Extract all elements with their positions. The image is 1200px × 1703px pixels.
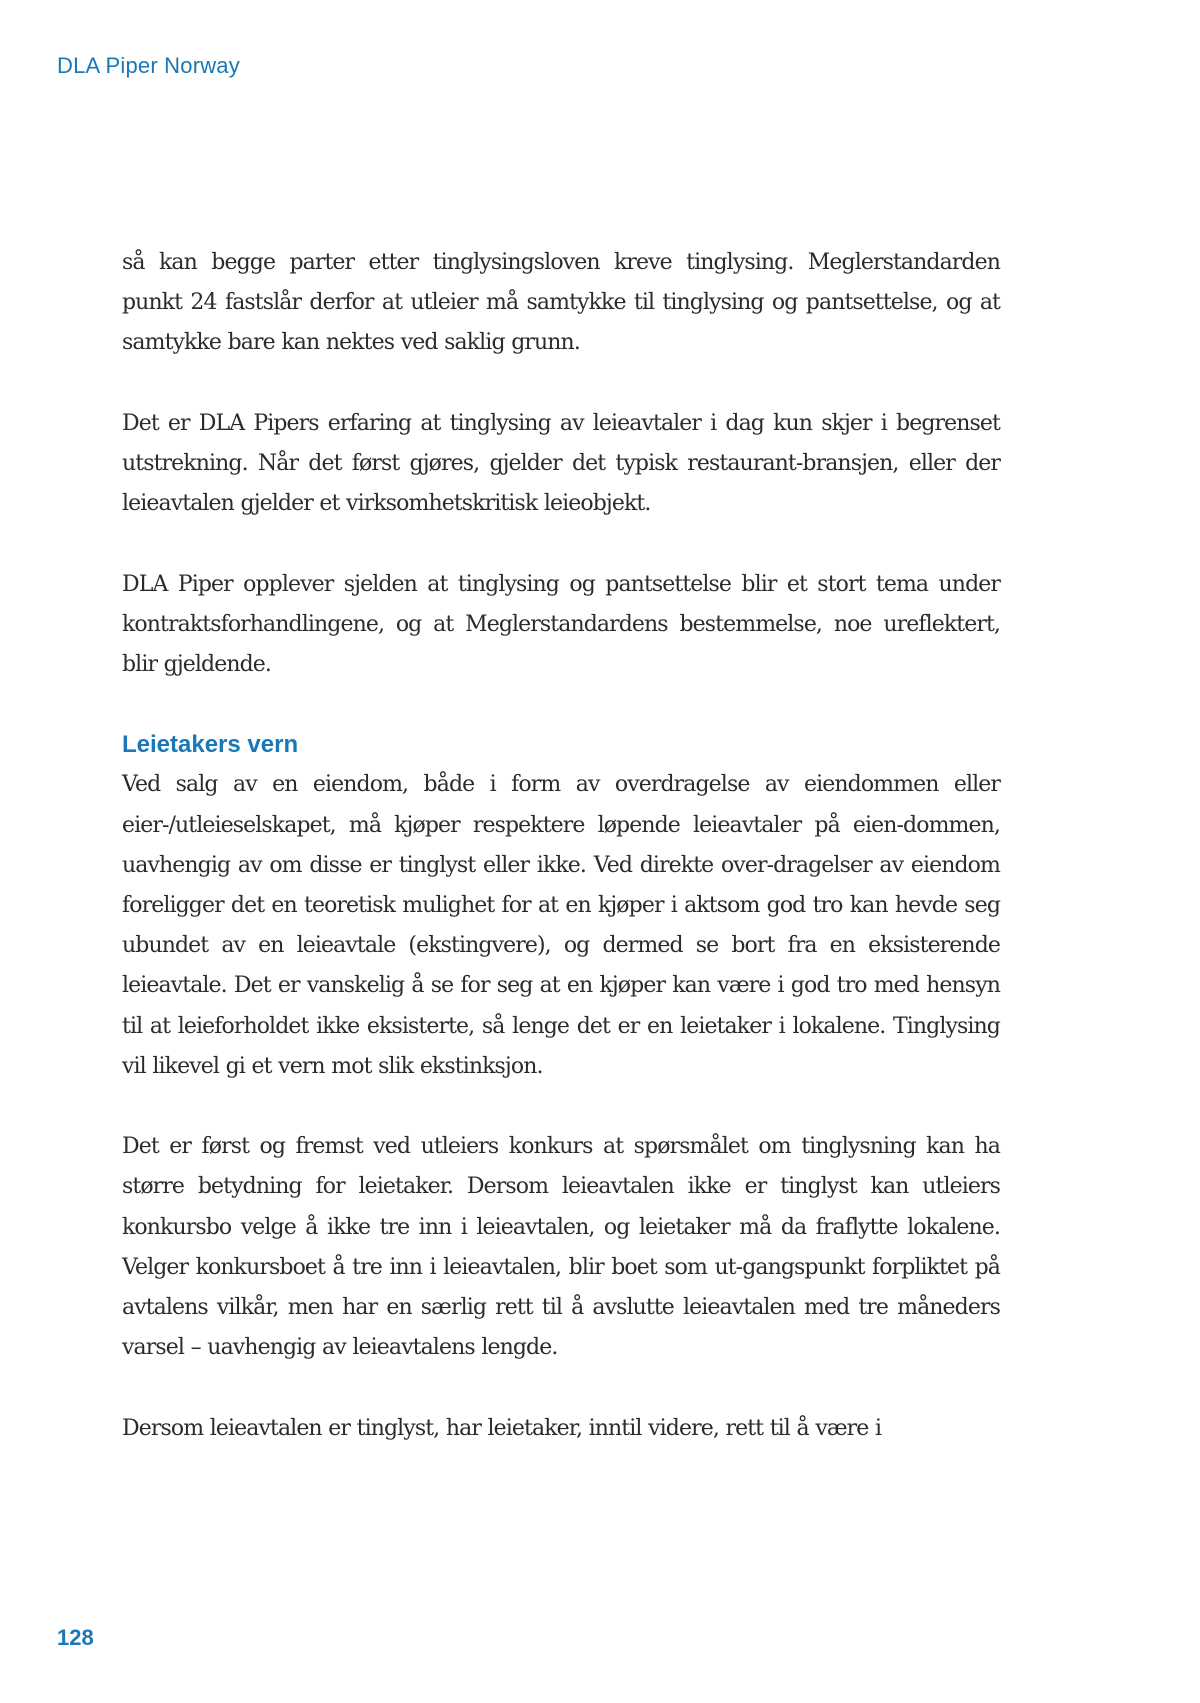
- paragraph: Det er DLA Pipers erfaring at tinglysing av leieavtaler i dag kun skjer i begrenset utstrekning. Når det først gjøres, gjelder det typisk restaurant-bransjen, eller der leieavtalen gjelder et virksomhetskritisk leieobjekt.: [122, 410, 1000, 517]
- running-header: DLA Piper Norway: [57, 53, 240, 78]
- paragraph: Det er først og fremst ved utleiers konkurs at spørsmålet om tinglysning kan ha større betydning for leietaker. Dersom leieavtalen ikke er tinglyst kan utleiers konkursbo velge å ikke tre inn i leieavtalen, og leietaker må da fraflytte lokalene. Velger konkursboet å tre inn i leieavtalen, blir boet som ut-gangspunkt forpliktet på avtalens vilkår, men har en særlig rett til å avslutte leieavtalen med tre måneders varsel – uavhengig av leieavtalens lengde.: [122, 1134, 1000, 1361]
- section-heading: Leietakers vern: [122, 731, 299, 759]
- paragraph: Ved salg av en eiendom, både i form av overdragelse av eiendommen eller eier-/utleieselskapet, må kjøper respektere løpende leieavtaler på eien-dommen, uavhengig av om disse er tinglyst eller ikke. Ved direkte over-dragelser av eiendom foreligger det en teoretisk mulighet for at en kjøper i aktsom god tro kan hevde seg ubundet av en leieavtale (ekstingvere), og dermed se bort fra en eksisterende leieavtale. Det er vanskelig å se for seg at en kjøper kan være i god tro med hensyn til at leieforholdet ikke eksisterte, så lenge det er en leietaker i lokalene. Tinglysing vil likevel gi et vern mot slik ekstinksjon.: [122, 772, 1000, 1079]
- page-body: [122, 243, 1000, 1449]
- paragraph: så kan begge parter etter tinglysingsloven kreve tinglysing. Meglerstandarden punkt 24 fastslår derfor at utleier må samtykke til tinglysing og pantsettelse, og at samtykke bare kan nektes ved saklig grunn.: [122, 250, 1000, 356]
- paragraph: Dersom leieavtalen er tinglyst, har leietaker, inntil videre, rett til å være i: [122, 1415, 882, 1441]
- page-number: 128: [57, 1625, 94, 1650]
- paragraph: DLA Piper opplever sjelden at tinglysing og pantsettelse blir et stort tema under kontraktsforhandlingene, og at Meglerstandardens bestemmelse, noe ureflektert, blir gjeldende.: [122, 571, 1000, 677]
